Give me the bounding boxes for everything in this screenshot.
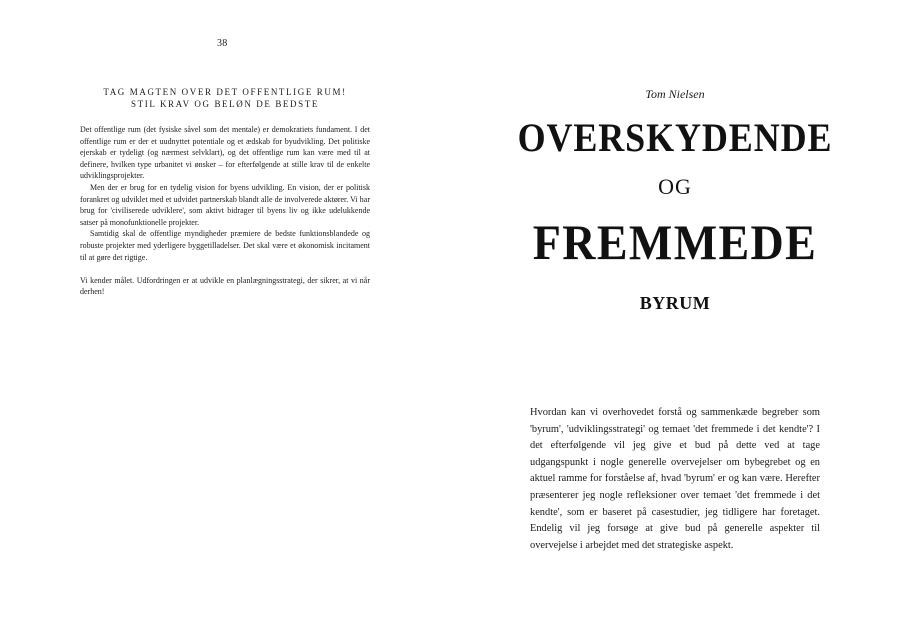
title-overskydende: OVERSKYDENDE bbox=[517, 115, 833, 160]
body-paragraph: Det offentlige rum (det fysiske såvel som det mentale) er demokratiets fundament. I det offentlige rum er der et uudnyttet potentiale og et ædskab for byudvikling. Det politiske ejerskab er tydeligt (og nærmest selvklart), og det offentlige rum kan være med til at definere, hvilken type urbanitet vi ønsker – for efterfølgende at stille krav til de enkelte udviklingsprojekter. bbox=[80, 125, 370, 181]
body-paragraph: Men der er brug for en tydelig vision for byens udvikling. En vision, der er politisk forankret og udviklet med et udvidet partnerskab blandt alle de involverede aktører. Vi har brug for 'civiliserede udviklere', som aktivt bidrager til byens liv og ikke udelukkende satser på monofunktionelle projekter. bbox=[80, 182, 370, 227]
intro-text bbox=[530, 405, 820, 554]
body-paragraph: Samtidig skal de offentlige myndigheder præmiere de bedste funktionsblandede og robuste projekter med yderligere byggetilladelser. Det skal være et økonomisk incitament til at gøre det rigtige. bbox=[80, 229, 370, 262]
left-body-text bbox=[80, 124, 370, 298]
section-heading bbox=[80, 86, 370, 110]
body-paragraph: Vi kender målet. Udfordringen er at udvikle en planlægningsstrategi, der sikrer, at vi når derhen! bbox=[80, 275, 370, 297]
section-heading-line-2: STIL KRAV OG BELØN DE BEDSTE bbox=[131, 99, 319, 109]
page-number: 38 bbox=[217, 38, 228, 49]
title-fremmede: FREMMEDE bbox=[532, 214, 818, 270]
title-og: OG bbox=[658, 174, 692, 199]
title-byrum: BYRUM bbox=[639, 293, 711, 313]
author-name: Tom Nielsen bbox=[645, 87, 705, 101]
intro-paragraph: Hvordan kan vi overhovedet forstå og sammenkæde begreber som 'byrum', 'udviklingsstrategi' og temaet 'det fremmede i det kendte'? I det efterfølgende vil jeg give et bud på dette ved at tage udgangspunkt i nogle generelle overvejelser om bybegrebet og en aktuel ramme for forståelse af, hvad 'byrum' er og kan være. Herefter præsenterer jeg nogle refleksioner over temaet 'det fremmede i det kendte', som er baseret på casestudier, jeg tidligere har foretaget. Endelig vil jeg forsøge at give bud på generelle aspekter til overvejelse i arbejdet med det strategiske aspekt. bbox=[530, 407, 820, 551]
right-page bbox=[450, 0, 900, 636]
section-heading-line-1: TAG MAGTEN OVER DET OFFENTLIGE RUM! bbox=[103, 87, 347, 97]
